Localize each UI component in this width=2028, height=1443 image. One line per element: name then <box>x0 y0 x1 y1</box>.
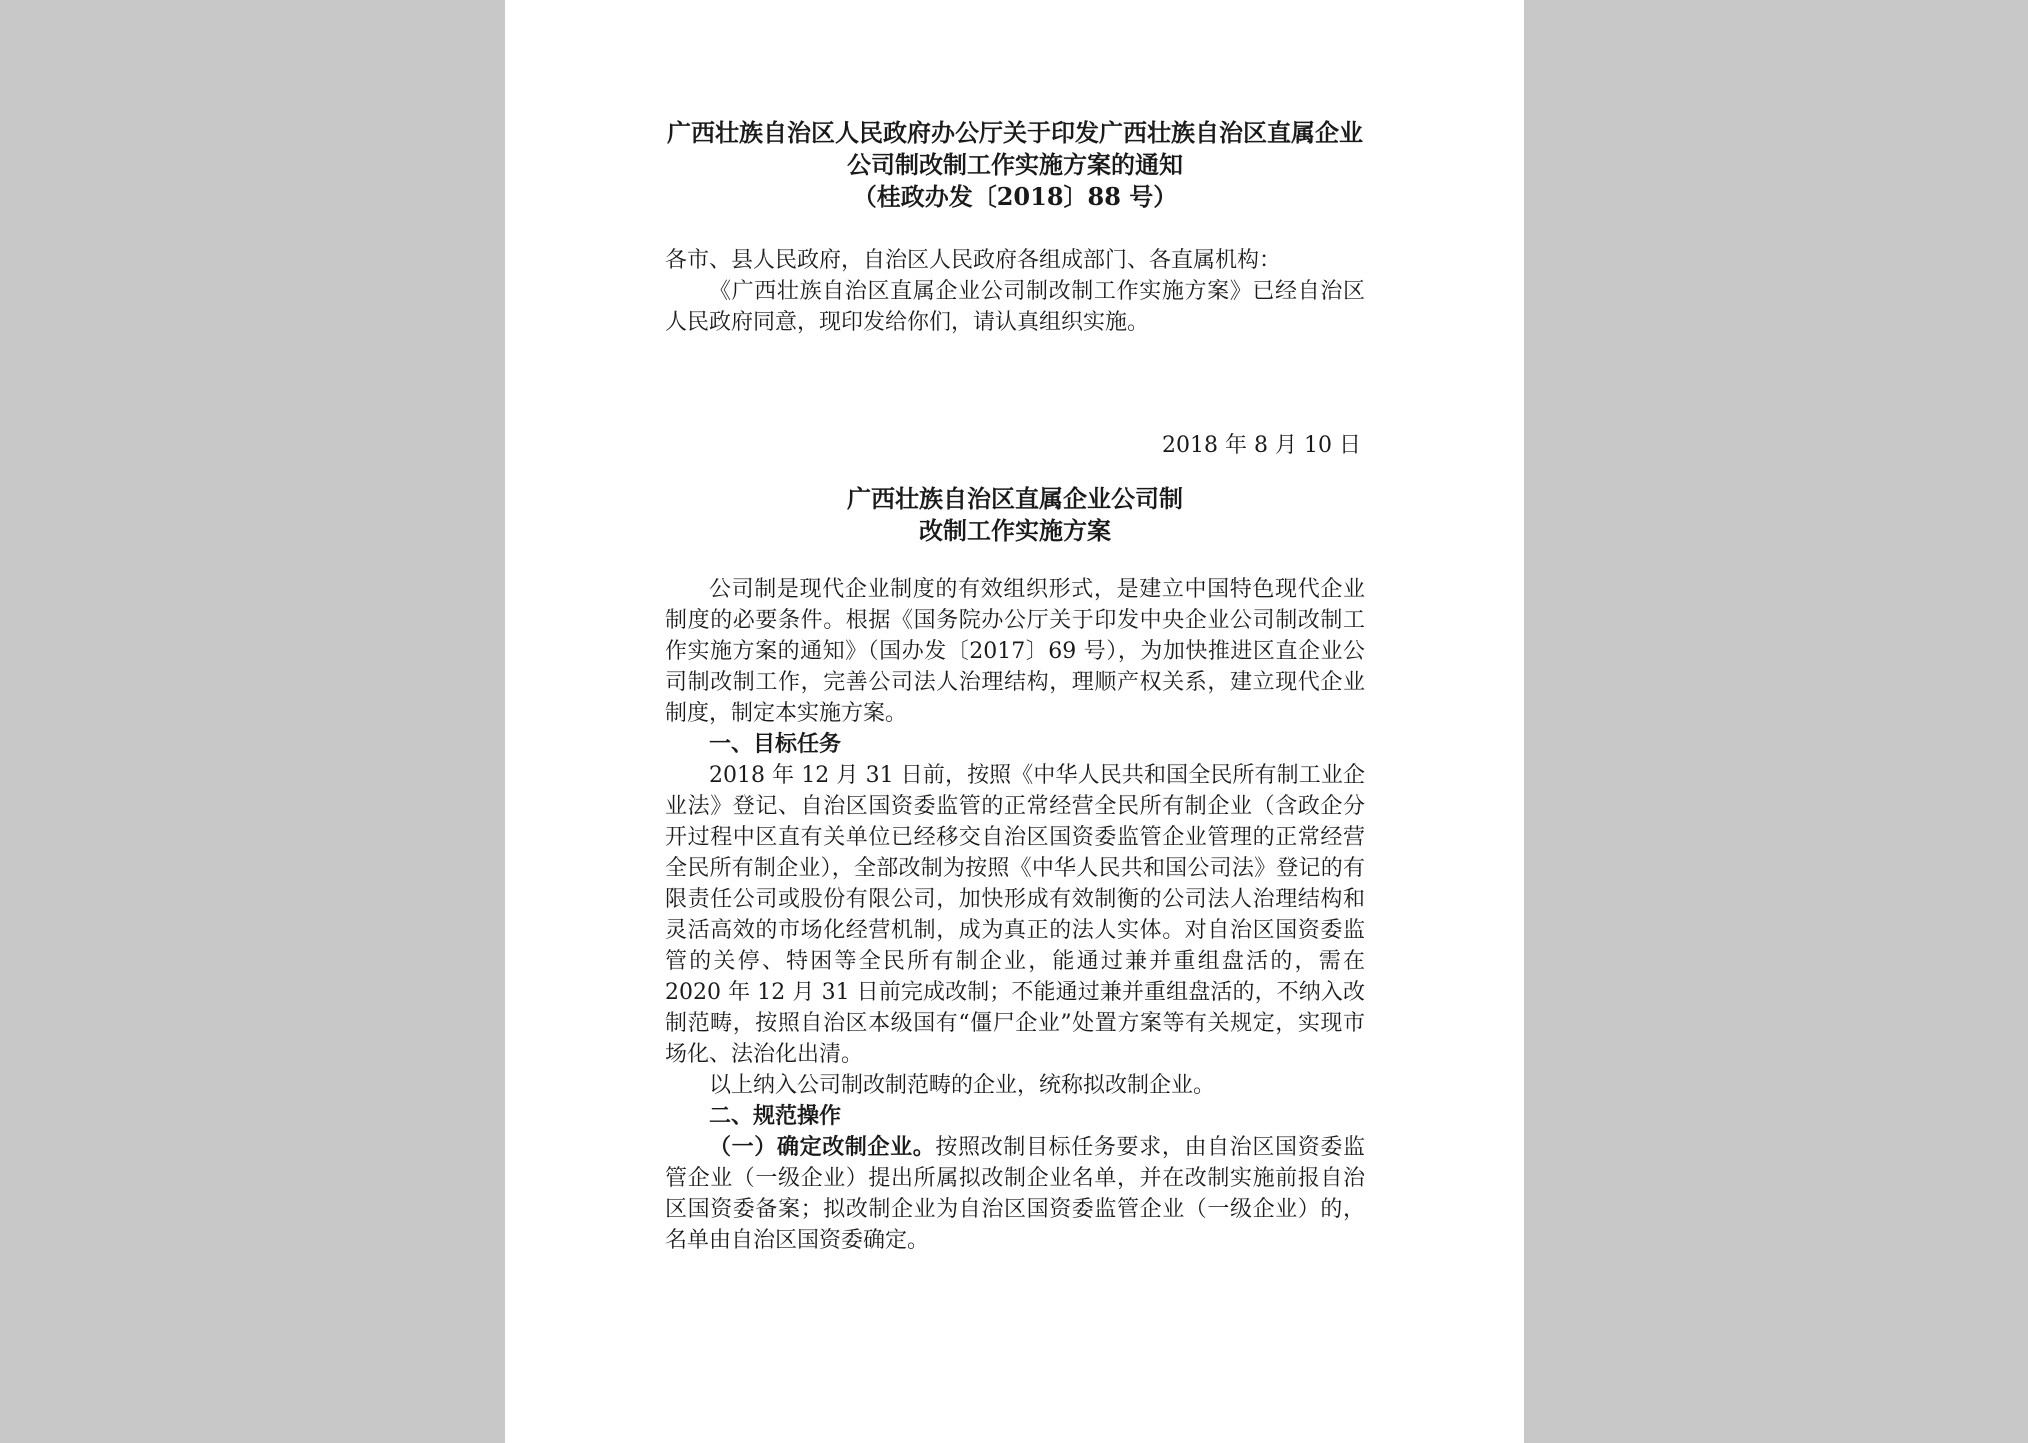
plan-title-line-1: 广西壮族自治区直属企业公司制 <box>847 484 1183 513</box>
notice-title-line-1: 广西壮族自治区人民政府办公厅关于印发广西壮族自治区直属企业 <box>667 118 1363 147</box>
plan-intro: 公司制是现代企业制度的有效组织形式，是建立中国特色现代企业制度的必要条件。根据《国务院办公厅关于印发中央企业公司制改制工作实施方案的通知》（国办发〔2017〕69 号），为加快推进区直企业公司制改制工作，完善公司法人治理结构，理顺产权关系，建立现代企业制度，制定本实施方案。 <box>665 577 1365 726</box>
notice-title-line-2: 公司制改制工作实施方案的通知 <box>847 150 1183 179</box>
plan-body <box>665 574 1365 1256</box>
notice-doc-number: （桂政办发〔2018〕88 号） <box>852 182 1178 211</box>
plan-title-line-2: 改制工作实施方案 <box>919 516 1111 545</box>
page-content <box>665 117 1365 1256</box>
document-page <box>505 0 1524 1443</box>
section-2-item-1 <box>665 1132 1365 1256</box>
section-2-item-1-text: 按照改制目标任务要求，由自治区国资委监管企业（一级企业）提出所属拟改制企业名单，并在改制实施前报自治区国资委备案；拟改制企业为自治区国资委监管企业（一级企业）的，名单由自治区国资委确定。 <box>665 1135 1365 1253</box>
plan-title <box>665 483 1365 547</box>
section-2-heading: 二、规范操作 <box>709 1103 842 1129</box>
section-1-paragraph-1: 2018 年 12 月 31 日前，按照《中华人民共和国全民所有制工业企业法》登记、自治区国资委监管的正常经营全民所有制企业（含政企分开过程中区直有关单位已经移交自治区国资委监管企业管理的正常经营全民所有制企业），全部改制为按照《中华人民共和国公司法》登记的有限责任公司或股份有限公司，加快形成有效制衡的公司法人治理结构和灵活高效的市场化经营机制，成为真正的法人实体。对自治区国资委监管的关停、特困等全民所有制企业，能通过兼并重组盘活的，需在 2020 年 12 月 31 日前完成改制；不能通过兼并重组盘活的，不纳入改制范畴，按照自治区本级国有“僵尸企业”处置方案等有关规定，实现市场化、法治化出清。 <box>665 763 1365 1067</box>
section-1-heading: 一、目标任务 <box>709 731 842 757</box>
notice-recipient: 各市、县人民政府，自治区人民政府各组成部门、各直属机构： <box>665 248 1282 273</box>
section-2-item-1-lead: （一）确定改制企业。 <box>709 1134 936 1160</box>
notice-body: 《广西壮族自治区直属企业公司制改制工作实施方案》已经自治区人民政府同意，现印发给你们，请认真组织实施。 <box>665 279 1365 335</box>
notice-title <box>665 117 1365 213</box>
notice-date: 2018 年 8 月 10 日 <box>1162 433 1361 458</box>
section-1-paragraph-2: 以上纳入公司制改制范畴的企业，统称拟改制企业。 <box>709 1073 1216 1098</box>
